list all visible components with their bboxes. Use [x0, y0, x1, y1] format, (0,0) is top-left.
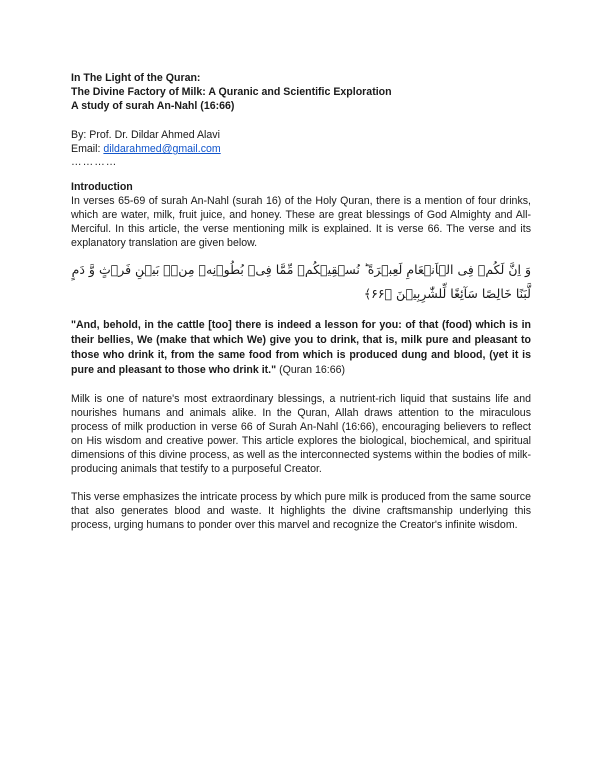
- verse-translation: [71, 318, 531, 378]
- arabic-verse: وَ اِنَّ لَكُمۡ فِى الۡاَنۡعَامِ لَعِبۡرَةً ؕ نُسۡقِيۡكُمۡ مِّمَّا فِىۡ بُطُوۡنِهٖ مِنۡۢ بَيۡنِ فَرۡثٍ وَّ دَمٍ لَّبَنًا خَالِصًا سَآئِغًا لِّلشّٰرِبِيۡنَ ﴿۶۶﴾: [71, 262, 531, 301]
- email-label: Email:: [71, 143, 104, 155]
- verse-reference: (Quran 16:66): [276, 364, 346, 376]
- separator-dots: …………: [71, 156, 118, 168]
- author-byline: By: Prof. Dr. Dildar Ahmed Alavi: [71, 129, 220, 141]
- introduction-heading: Introduction: [71, 181, 133, 193]
- email-link[interactable]: dildarahmed@gmail.com: [103, 143, 221, 155]
- document-page: [71, 71, 531, 532]
- introduction-paragraph: In verses 65-69 of surah An-Nahl (surah 16) of the Holy Quran, there is a mention of four drinks, which are water, milk, fruit juice, and honey. These are great blessings of God Almighty and All-Merciful. In this article, the verse mentioning milk is explained. It is verse 66. The verse and its explanatory translation are given below.: [71, 195, 531, 249]
- series-title: In The Light of the Quran:: [71, 72, 201, 84]
- email-line: [71, 142, 531, 156]
- body-paragraph-1: Milk is one of nature's most extraordinary blessings, a nutrient-rich liquid that sustains life and nourishes humans and animals alike. In the Quran, Allah draws attention to the miraculous process of milk production in verse 66 of Surah An-Nahl (16:66), encouraging believers to reflect on His wisdom and creative power. This article explores the biological, biochemical, and spiritual dimensions of this divine process, as well as the interconnected systems within the bodies of milk-producing animals that testify to a purposeful Creator.: [71, 393, 531, 475]
- translation-text: "And, behold, in the cattle [too] there is indeed a lesson for you: of that (food) which is in their bellies, We (make that which We) give you to drink, that is, milk pure and pleasant to those who drink it, from the same food from which is produced dung and blood, (yet it is pure and pleasant to those who drink it.": [71, 319, 531, 376]
- author-block: [71, 128, 531, 168]
- body-paragraph-2: This verse emphasizes the intricate process by which pure milk is produced from the same source that also generates blood and waste. It highlights the divine craftsmanship underlying this process, urging humans to ponder over this marvel and recognize the Creator's infinite wisdom.: [71, 491, 531, 531]
- article-subtitle: A study of surah An-Nahl (16:66): [71, 100, 235, 112]
- article-title: The Divine Factory of Milk: A Quranic and Scientific Exploration: [71, 86, 392, 98]
- document-header: [71, 71, 531, 113]
